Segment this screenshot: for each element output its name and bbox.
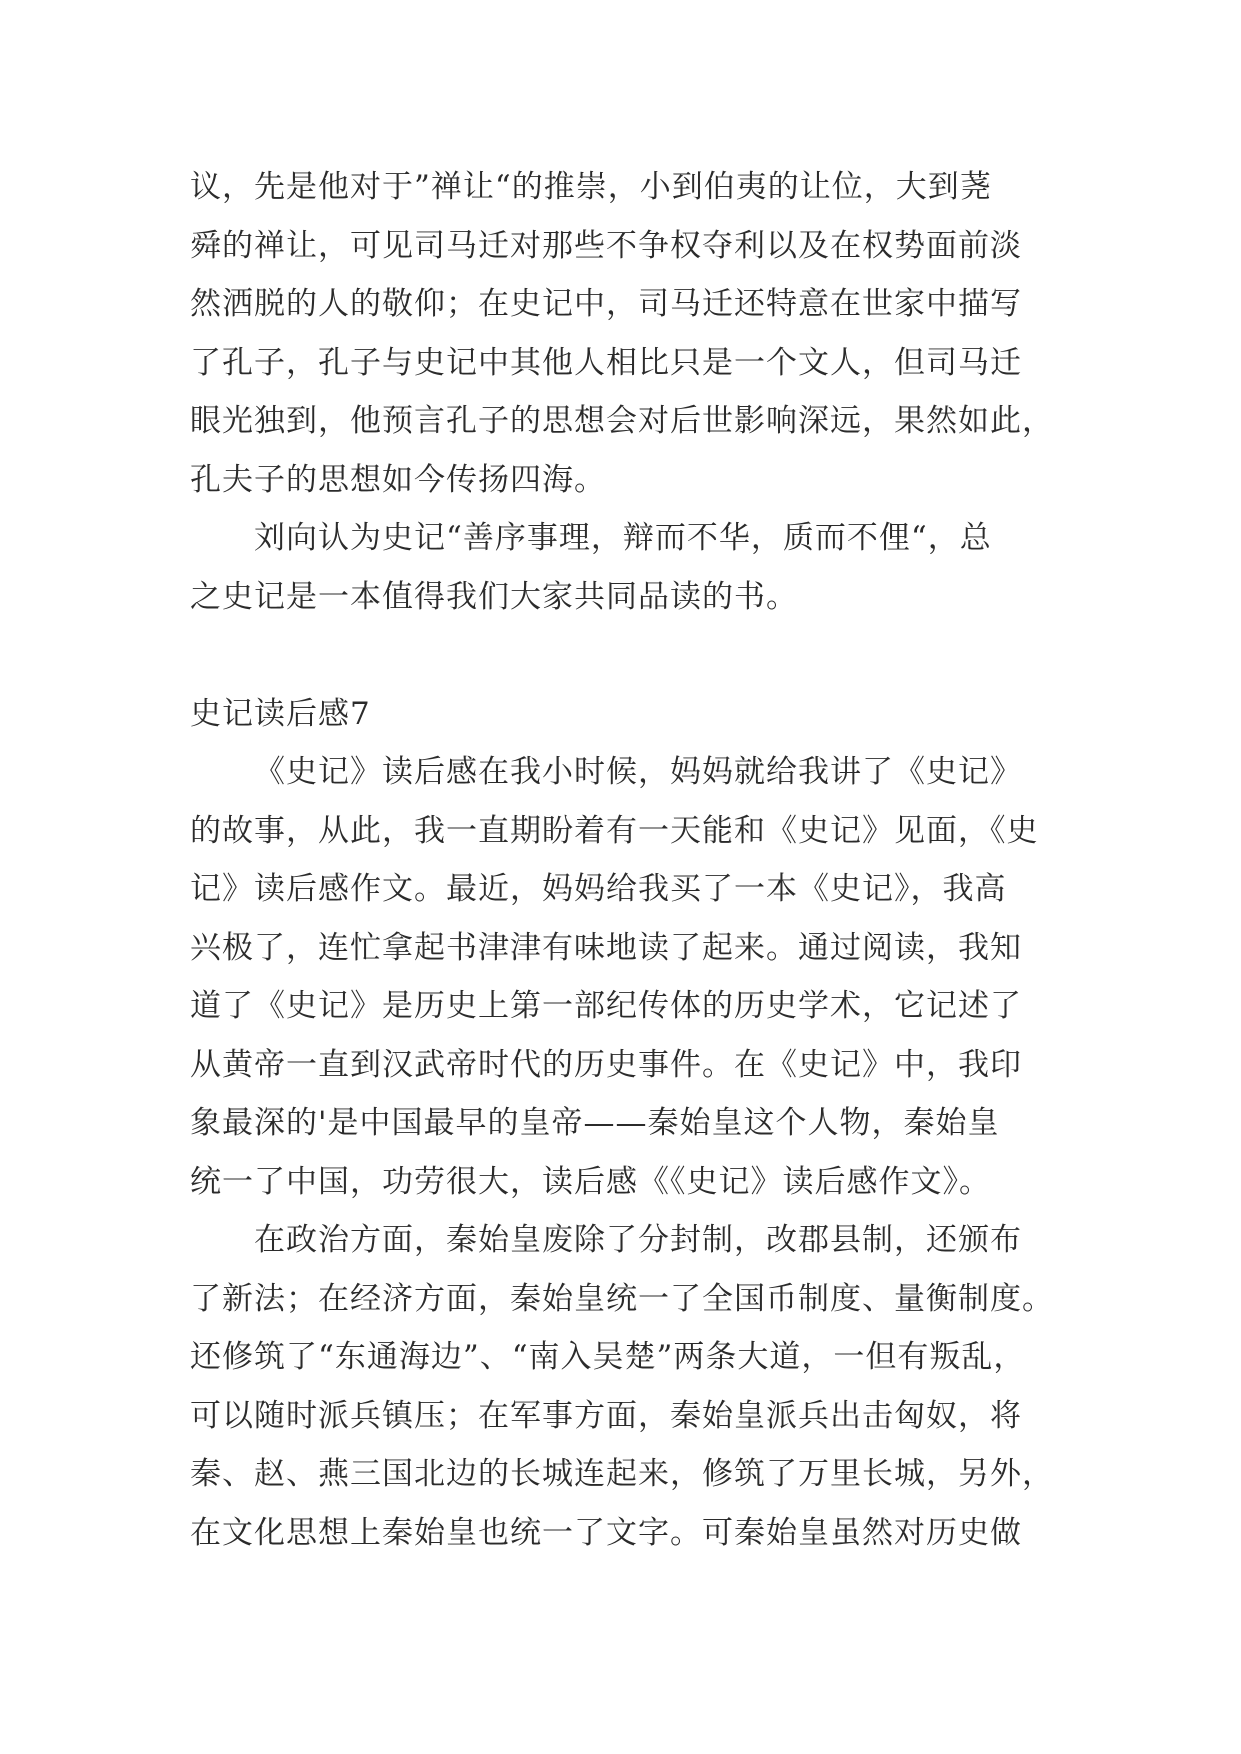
text-line: 然洒脱的人的敬仰；在史记中，司马迁还特意在世家中描写 bbox=[190, 286, 1022, 322]
text-line: 《史记》读后感在我小时候，妈妈就给我讲了《史记》 bbox=[254, 754, 1022, 790]
text-line: 在文化思想上秦始皇也统一了文字。可秦始皇虽然对历史做 bbox=[190, 1514, 1022, 1551]
paragraph-intro bbox=[190, 743, 1052, 1211]
text-line: 还修筑了“东通海边”、“南入吴楚”两条大道，一但有叛乱， bbox=[190, 1339, 1026, 1375]
text-line: 道了《史记》是历史上第一部纪传体的历史学术，它记述了 bbox=[190, 988, 1022, 1024]
text-line: 在政治方面，秦始皇废除了分封制，改郡县制，还颁布 bbox=[254, 1222, 1022, 1258]
text-line: 可以随时派兵镇压；在军事方面，秦始皇派兵出击匈奴，将 bbox=[190, 1397, 1022, 1434]
text-line: 的故事，从此，我一直期盼着有一天能和《史记》见面，《史 bbox=[190, 812, 1039, 849]
text-line: 记》读后感作文。最近，妈妈给我买了一本《史记》，我高 bbox=[190, 871, 1007, 907]
text-line: 统一了中国，功劳很大，读后感《《史记》读后感作文》。 bbox=[190, 1163, 991, 1200]
document-body bbox=[190, 158, 1052, 1562]
text-line: 舜的禅让，可见司马迁对那些不争权夺利以及在权势面前淡 bbox=[190, 227, 1022, 264]
text-line: 从黄帝一直到汉武帝时代的历史事件。在《史记》中，我印 bbox=[190, 1046, 1022, 1083]
blank-line bbox=[190, 626, 1052, 685]
text-line: 兴极了，连忙拿起书津津有味地读了起来。通过阅读，我知 bbox=[190, 929, 1022, 966]
text-line: 之史记是一本值得我们大家共同品读的书。 bbox=[190, 578, 798, 615]
text-line: 孔夫子的思想如今传扬四海。 bbox=[190, 461, 606, 498]
paragraph-achievements bbox=[190, 1211, 1052, 1562]
text-line: 了孔子，孔子与史记中其他人相比只是一个文人，但司马迁 bbox=[190, 344, 1022, 381]
text-line: 象最深的'是中国最早的皇帝——秦始皇这个人物，秦始皇 bbox=[190, 1105, 1000, 1141]
text-line: 秦、赵、燕三国北边的长城连起来，修筑了万里长城，另外， bbox=[190, 1456, 1054, 1492]
section-heading: 史记读后感7 bbox=[190, 695, 371, 732]
text-line: 议，先是他对于”禅让“的推崇，小到伯夷的让位，大到荛 bbox=[190, 169, 992, 205]
paragraph-continuation bbox=[190, 158, 1052, 509]
paragraph-conclusion bbox=[190, 509, 1052, 626]
text-line: 了新法；在经济方面，秦始皇统一了全国币制度、量衡制度。 bbox=[190, 1280, 1054, 1317]
text-line: 刘向认为史记“善序事理，辩而不华，质而不俚“，总 bbox=[254, 520, 992, 556]
text-line: 眼光独到，他预言孔子的思想会对后世影响深远，果然如此， bbox=[190, 403, 1054, 439]
